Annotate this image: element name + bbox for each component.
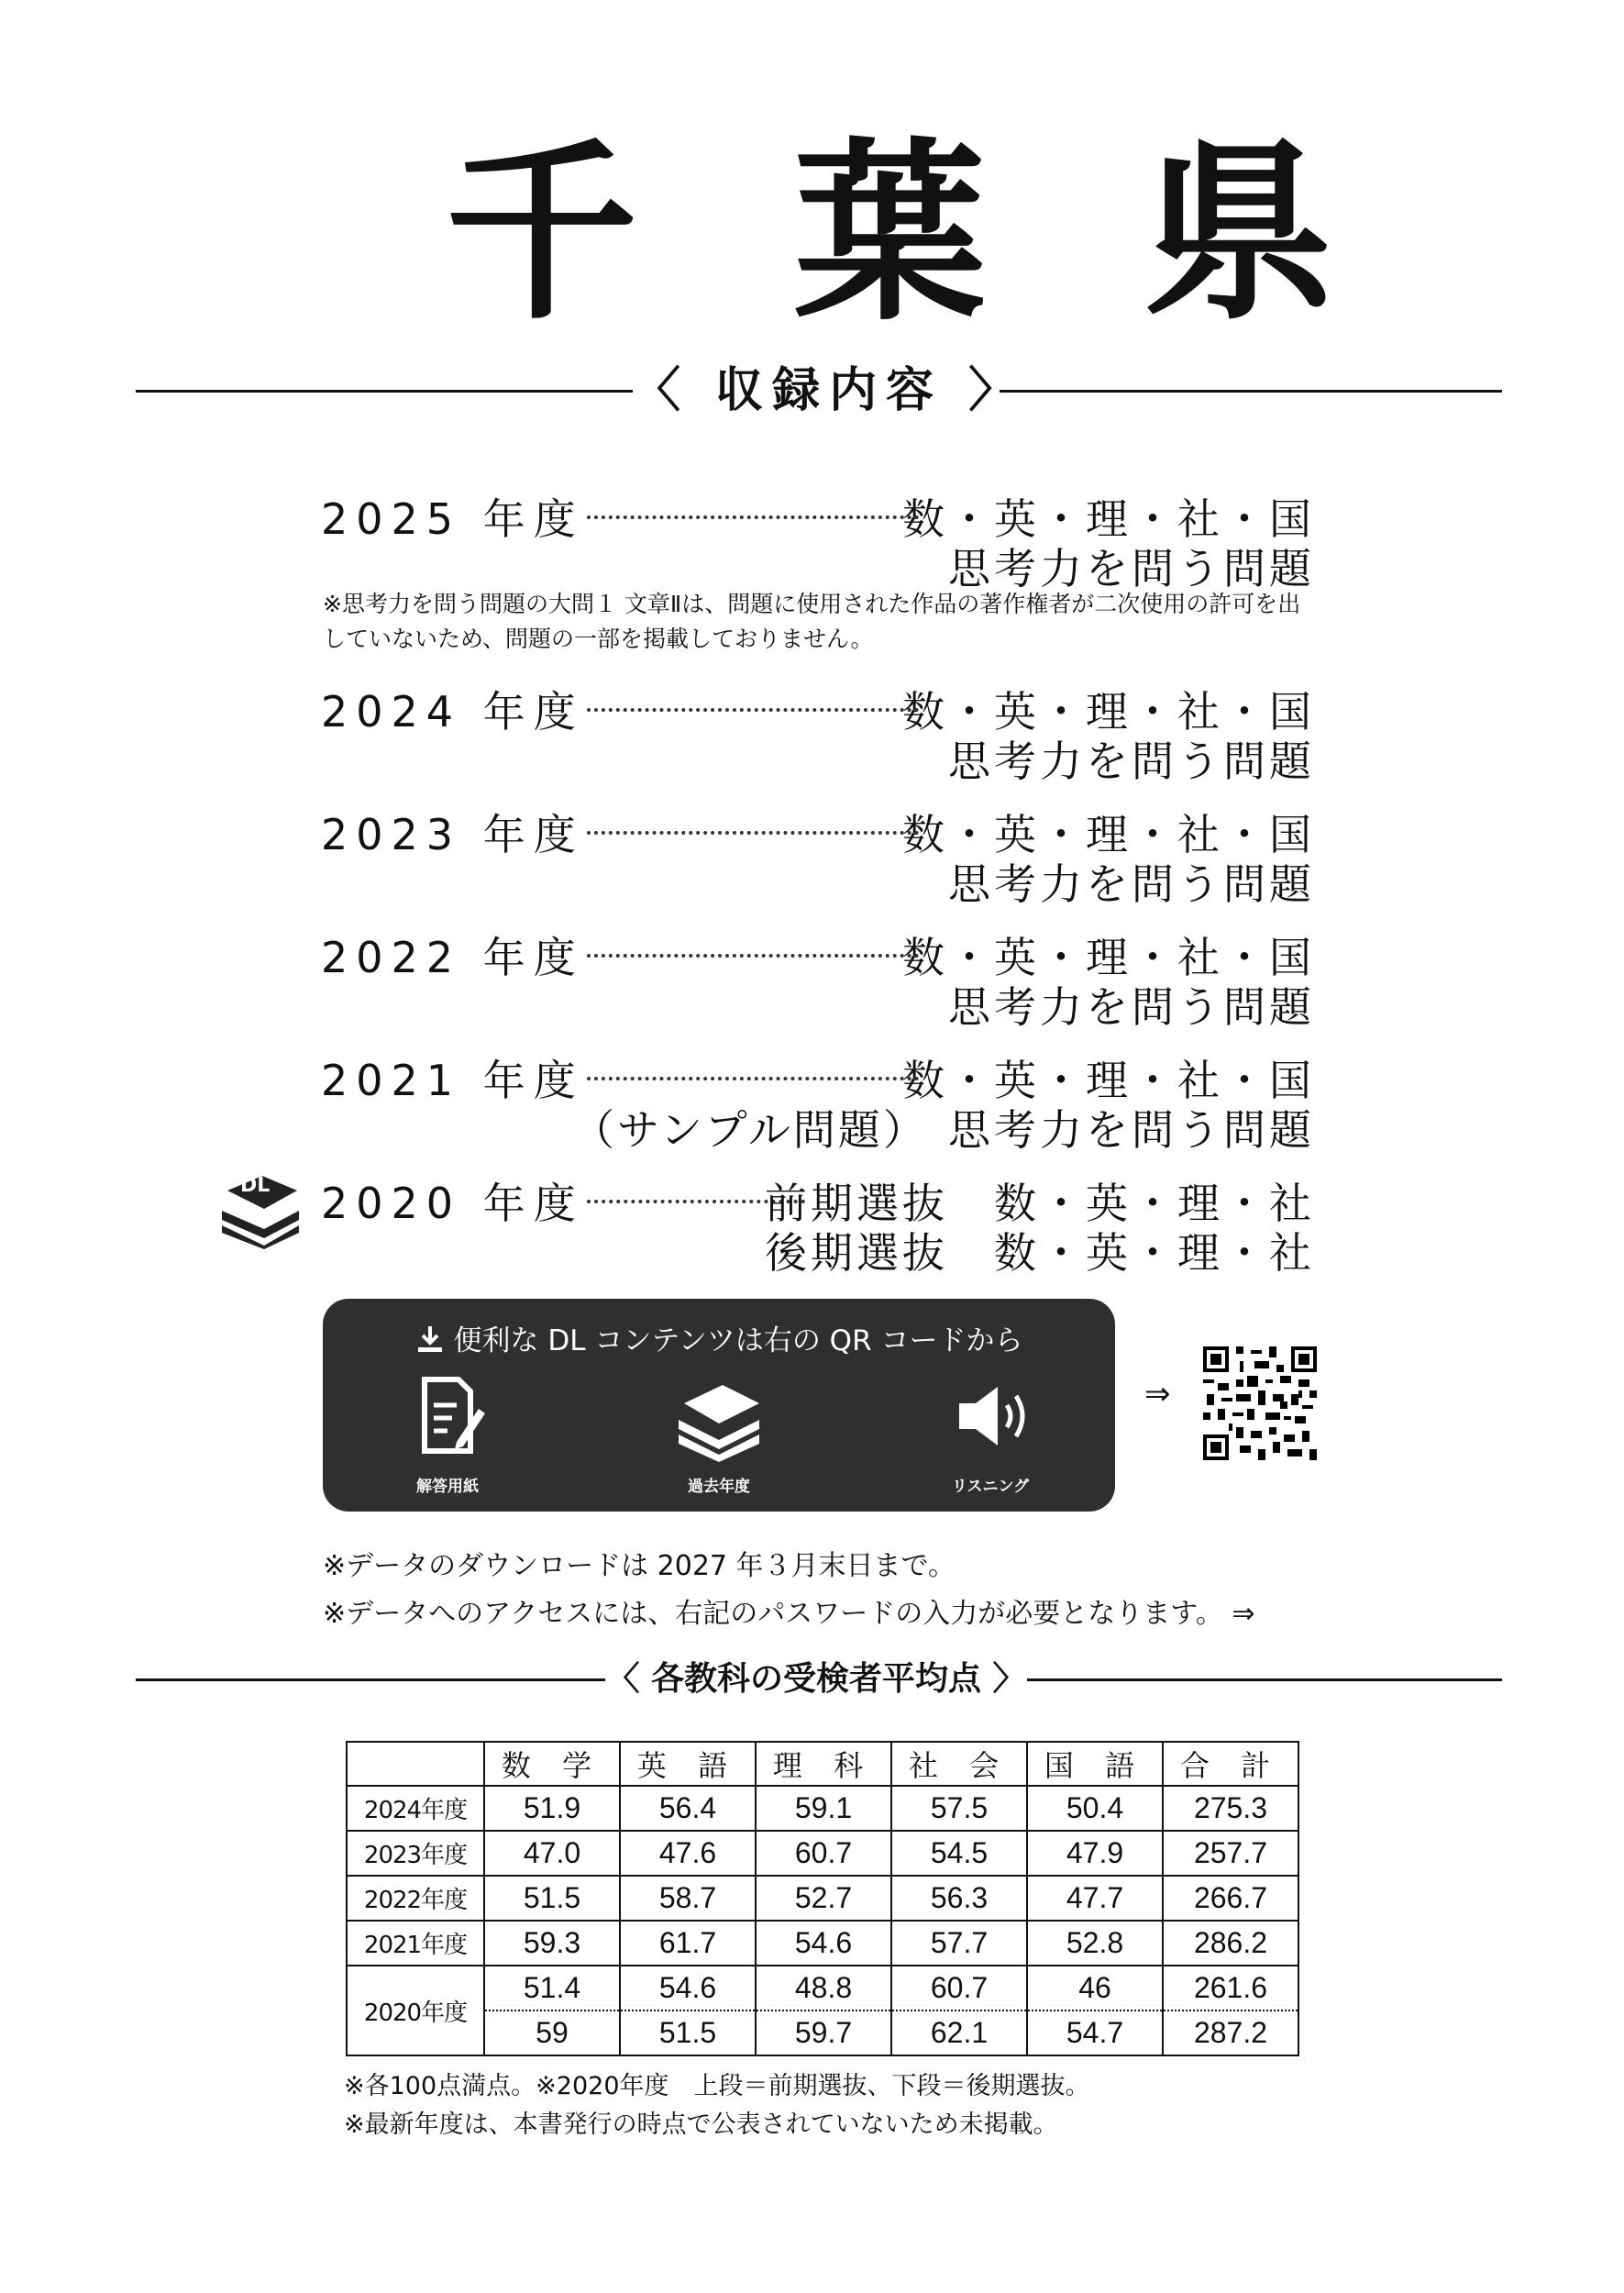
average-scores-table	[346, 1741, 1299, 2056]
score-cell: 60.7	[756, 1831, 891, 1876]
score-cell: 261.6	[1163, 1966, 1298, 2011]
leader-dots	[587, 831, 919, 835]
score-cell: 59	[484, 2011, 620, 2055]
score-cell: 54.6	[756, 1921, 891, 1966]
page-title: 千葉県	[445, 121, 1491, 346]
thinking-2021: 思考力を問う問題	[948, 1105, 1315, 1155]
leader-dots	[587, 708, 919, 712]
subjects-2023: 数・英・理・社・国	[902, 810, 1315, 859]
score-cell: 57.5	[891, 1786, 1027, 1831]
score-cell: 61.7	[620, 1921, 756, 1966]
thinking-2025: 思考力を問う問題	[948, 544, 1315, 593]
score-cell: 47.9	[1027, 1831, 1163, 1876]
score-cell: 47.6	[620, 1831, 756, 1876]
score-cell: 59.3	[484, 1921, 620, 1966]
row-year: 2020年度	[347, 1966, 484, 2055]
score-cell: 51.5	[620, 2011, 756, 2055]
score-cell: 266.7	[1163, 1876, 1298, 1921]
sample-label: （サンプル問題）	[572, 1105, 928, 1155]
score-cell: 59.1	[756, 1786, 891, 1831]
subjects-2022: 数・英・理・社・国	[902, 933, 1315, 982]
subjects-2020-late: 後期選抜 数・英・理・社	[765, 1228, 1315, 1278]
dl-item-label: 解答用紙	[416, 1478, 479, 1496]
score-cell: 54.6	[620, 1966, 756, 2011]
qr-code[interactable]	[1203, 1346, 1317, 1460]
score-cell: 47.7	[1027, 1876, 1163, 1921]
score-cell: 54.5	[891, 1831, 1027, 1876]
dl-item-past-years[interactable]	[627, 1370, 811, 1496]
leader-dots	[587, 515, 919, 519]
year-2024: 2024 年度	[321, 687, 584, 737]
dl-item-answer-sheet[interactable]	[356, 1370, 539, 1496]
row-year: 2024年度	[347, 1786, 484, 1831]
column-header: 国 語	[1027, 1742, 1163, 1786]
dl-contents-box	[323, 1299, 1115, 1512]
year-2022: 2022 年度	[321, 933, 584, 982]
row-year: 2021年度	[347, 1921, 484, 1966]
score-cell: 54.7	[1027, 2011, 1163, 2055]
subjects-2025: 数・英・理・社・国	[902, 494, 1315, 544]
score-cell: 57.7	[891, 1921, 1027, 1966]
row-year: 2022年度	[347, 1876, 484, 1921]
year-2021: 2021 年度	[321, 1056, 584, 1105]
year-2025: 2025 年度	[321, 494, 584, 544]
column-header: 社 会	[891, 1742, 1027, 1786]
subjects-2024: 数・英・理・社・国	[902, 687, 1315, 737]
table-row	[347, 1921, 1298, 1966]
table-row	[347, 1831, 1298, 1876]
column-header: 数 学	[484, 1742, 620, 1786]
subjects-2020-early: 前期選抜 数・英・理・社	[765, 1179, 1315, 1228]
score-cell: 52.8	[1027, 1921, 1163, 1966]
score-cell: 56.3	[891, 1876, 1027, 1921]
table-corner	[347, 1742, 484, 1786]
score-cell: 58.7	[620, 1876, 756, 1921]
score-cell: 275.3	[1163, 1786, 1298, 1831]
score-cell: 257.7	[1163, 1831, 1298, 1876]
score-cell: 48.8	[756, 1966, 891, 2011]
table-note-1: ※各100点満点。※2020年度 上段＝前期選抜、下段＝後期選抜。	[344, 2072, 1090, 2100]
score-cell: 51.5	[484, 1876, 620, 1921]
score-cell: 46	[1027, 1966, 1163, 2011]
averages-header: 〈 各教科の受検者平均点 〉	[605, 1658, 1027, 1700]
table-header-row	[347, 1742, 1298, 1786]
score-cell: 287.2	[1163, 2011, 1298, 2055]
score-cell: 56.4	[620, 1786, 756, 1831]
subjects-2021: 数・英・理・社・国	[902, 1056, 1315, 1105]
table-row	[347, 1786, 1298, 1831]
dl-item-listening[interactable]	[899, 1370, 1082, 1496]
score-cell: 59.7	[756, 2011, 891, 2055]
contents-header: 〈 収録内容 〉	[633, 363, 1026, 418]
copyright-note: ※思考力を問う問題の大問１ 文章Ⅱは、問題に使用された作品の著作権者が二次使用の許可を出していないため、問題の一部を掲載しておりません。	[323, 591, 1301, 652]
leader-dots	[587, 1077, 919, 1080]
dl-badge: DL	[240, 1174, 271, 1197]
column-header: 合 計	[1163, 1742, 1298, 1786]
arrow-to-qr: ⇒	[1144, 1376, 1171, 1412]
score-cell: 62.1	[891, 2011, 1027, 2055]
row-year: 2023年度	[347, 1831, 484, 1876]
dl-note-password: ※データへのアクセスには、右記のパスワードの入力が必要となります。 ⇒	[323, 1598, 1255, 1630]
score-cell: 47.0	[484, 1831, 620, 1876]
thinking-2024: 思考力を問う問題	[948, 737, 1315, 786]
column-header: 英 語	[620, 1742, 756, 1786]
dl-item-label: リスニング	[951, 1478, 1030, 1496]
score-cell: 51.4	[484, 1966, 620, 2011]
speaker-icon	[899, 1370, 1082, 1462]
score-cell: 51.9	[484, 1786, 620, 1831]
year-2020: 2020 年度	[321, 1179, 584, 1228]
leader-dots	[587, 954, 919, 958]
table-row-2020-early	[347, 1966, 1298, 2011]
table-row-2020-late	[347, 2011, 1298, 2055]
score-cell: 60.7	[891, 1966, 1027, 2011]
books-icon	[627, 1370, 811, 1462]
dl-note-deadline: ※データのダウンロードは 2027 年３月末日まで。	[323, 1550, 956, 1582]
dl-item-label: 過去年度	[688, 1478, 750, 1496]
thinking-2023: 思考力を問う問題	[948, 859, 1315, 909]
table-row	[347, 1876, 1298, 1921]
dl-contents-heading: 便利な DL コンテンツは右の QR コードから	[323, 1317, 1115, 1361]
year-2023: 2023 年度	[321, 810, 584, 859]
table-note-2: ※最新年度は、本書発行の時点で公表されていないため未掲載。	[344, 2110, 1058, 2139]
score-cell: 286.2	[1163, 1921, 1298, 1966]
thinking-2022: 思考力を問う問題	[948, 982, 1315, 1032]
column-header: 理 科	[756, 1742, 891, 1786]
answer-sheet-icon	[356, 1370, 539, 1462]
score-cell: 52.7	[756, 1876, 891, 1921]
download-icon	[415, 1324, 445, 1361]
score-cell: 50.4	[1027, 1786, 1163, 1831]
